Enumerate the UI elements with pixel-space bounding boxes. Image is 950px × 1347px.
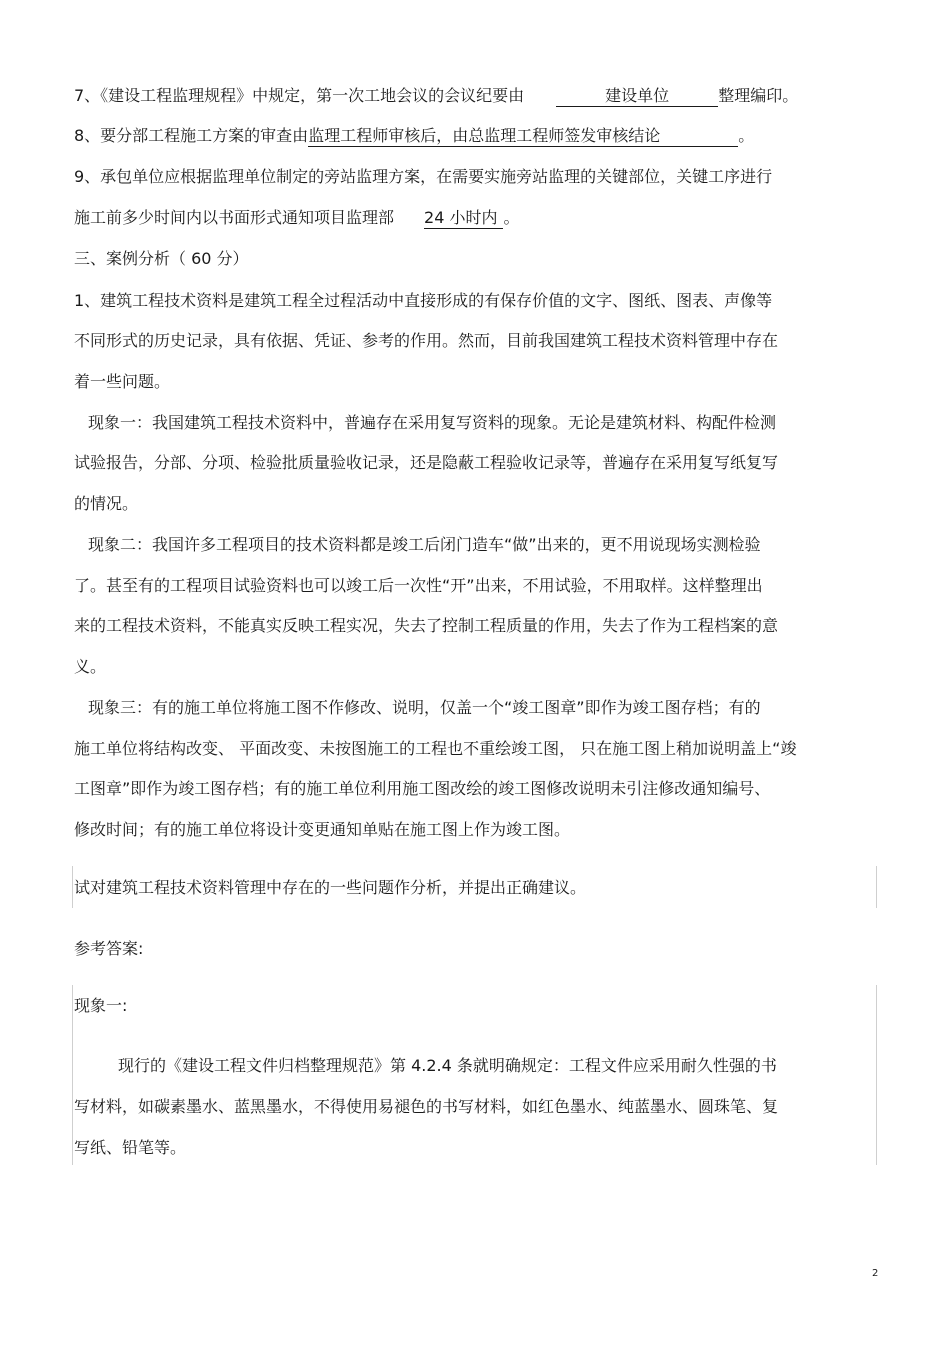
phenomenon2-line2: 了。甚至有的工程项目试验资料也可以竣工后一次性“开”出来，不用试验，不用取样。这样整理出 (74, 576, 763, 595)
q7-post: 整理编印。 (718, 86, 799, 105)
rule-left-1 (72, 866, 73, 908)
rule-left-2 (72, 985, 73, 1165)
case-intro-3: 着一些问题。 (74, 372, 171, 391)
case-intro-1: 1、建筑工程技术资料是建筑工程全过程活动中直接形成的有保存价值的文字、图纸、图表、声像等 (74, 291, 773, 310)
section-heading: 三、案例分析（ 60 分） (74, 249, 249, 268)
answer1-line2: 写材料，如碳素墨水、蓝黑墨水，不得使用易褪色的书写材料，如红色墨水、纯蓝墨水、圆珠笔、复 (74, 1097, 779, 1116)
q8-line (74, 125, 754, 147)
q7-text: 7、《建设工程监理规程》中规定，第一次工地会议的会议纪要由 (74, 86, 525, 105)
phenomenon3-line2: 施工单位将结构改变、 平面改变、未按图施工的工程也不重绘竣工图， 只在施工图上稍加说明盖上“竣 (74, 739, 797, 758)
question-line: 试对建筑工程技术资料管理中存在的一些问题作分析，并提出正确建议。 (74, 878, 587, 897)
phenomenon1-line3: 的情况。 (74, 494, 139, 513)
q9-answer: 24 小时内 (424, 208, 503, 229)
phenomenon2-line3: 来的工程技术资料，不能真实反映工程实况，失去了控制工程质量的作用，失去了作为工程档案的意 (74, 616, 779, 635)
phenomenon1-line1: 现象一：我国建筑工程技术资料中，普遍存在采用复写资料的现象。无论是建筑材料、构配件检测 (88, 413, 777, 432)
q8-post: 。 (738, 126, 755, 145)
page-number: 2 (872, 1268, 879, 1279)
phenomenon2-line1: 现象二：我国许多工程项目的技术资料都是竣工后闭门造车“做”出来的，更不用说现场实测检验 (88, 535, 761, 554)
phenomenon2-line4: 义。 (74, 657, 107, 676)
phenomenon1-line2: 试验报告，分部、分项、检验批质量验收记录，还是隐蔽工程验收记录等，普遍存在采用复写纸复写 (74, 453, 779, 472)
phenomenon3-line1: 现象三：有的施工单位将施工图不作修改、说明，仅盖一个“竣工图章”即作为竣工图存档；有的 (88, 698, 761, 717)
answer-label: 参考答案: (74, 939, 144, 958)
q9-line1: 9、承包单位应根据监理单位制定的旁站监理方案，在需要实施旁站监理的关键部位，关键工序进行 (74, 167, 773, 186)
q9-post: 。 (503, 208, 520, 227)
q9-line2 (74, 207, 519, 229)
answer1-line1: 现行的《建设工程文件归档整理规范》第 4.2.4 条就明确规定：工程文件应采用耐久性强的书 (118, 1056, 777, 1075)
phenomenon3-line3: 工图章”即作为竣工图存档；有的施工单位利用施工图改绘的竣工图修改说明未引注修改通知编号、 (74, 779, 771, 798)
q7-answer: 建设单位 (556, 86, 718, 107)
case-intro-2: 不同形式的历史记录，具有依据、凭证、参考的作用。然而，目前我国建筑工程技术资料管理中存在 (74, 331, 779, 350)
q8-text: 8、要分部工程施工方案的审查由 (74, 126, 309, 145)
q7-line (74, 85, 798, 107)
phenomenon1-label: 现象一: (74, 996, 128, 1015)
rule-right-2 (876, 985, 877, 1165)
rule-right-1 (876, 866, 877, 908)
q9-text: 施工前多少时间内以书面形式通知项目监理部 (74, 208, 395, 227)
phenomenon3-line4: 修改时间；有的施工单位将设计变更通知单贴在施工图上作为竣工图。 (74, 820, 571, 839)
answer1-line3: 写纸、铅笔等。 (74, 1138, 187, 1157)
q8-answer: 监理工程师审核后，由总监理工程师签发审核结论 (308, 126, 738, 147)
